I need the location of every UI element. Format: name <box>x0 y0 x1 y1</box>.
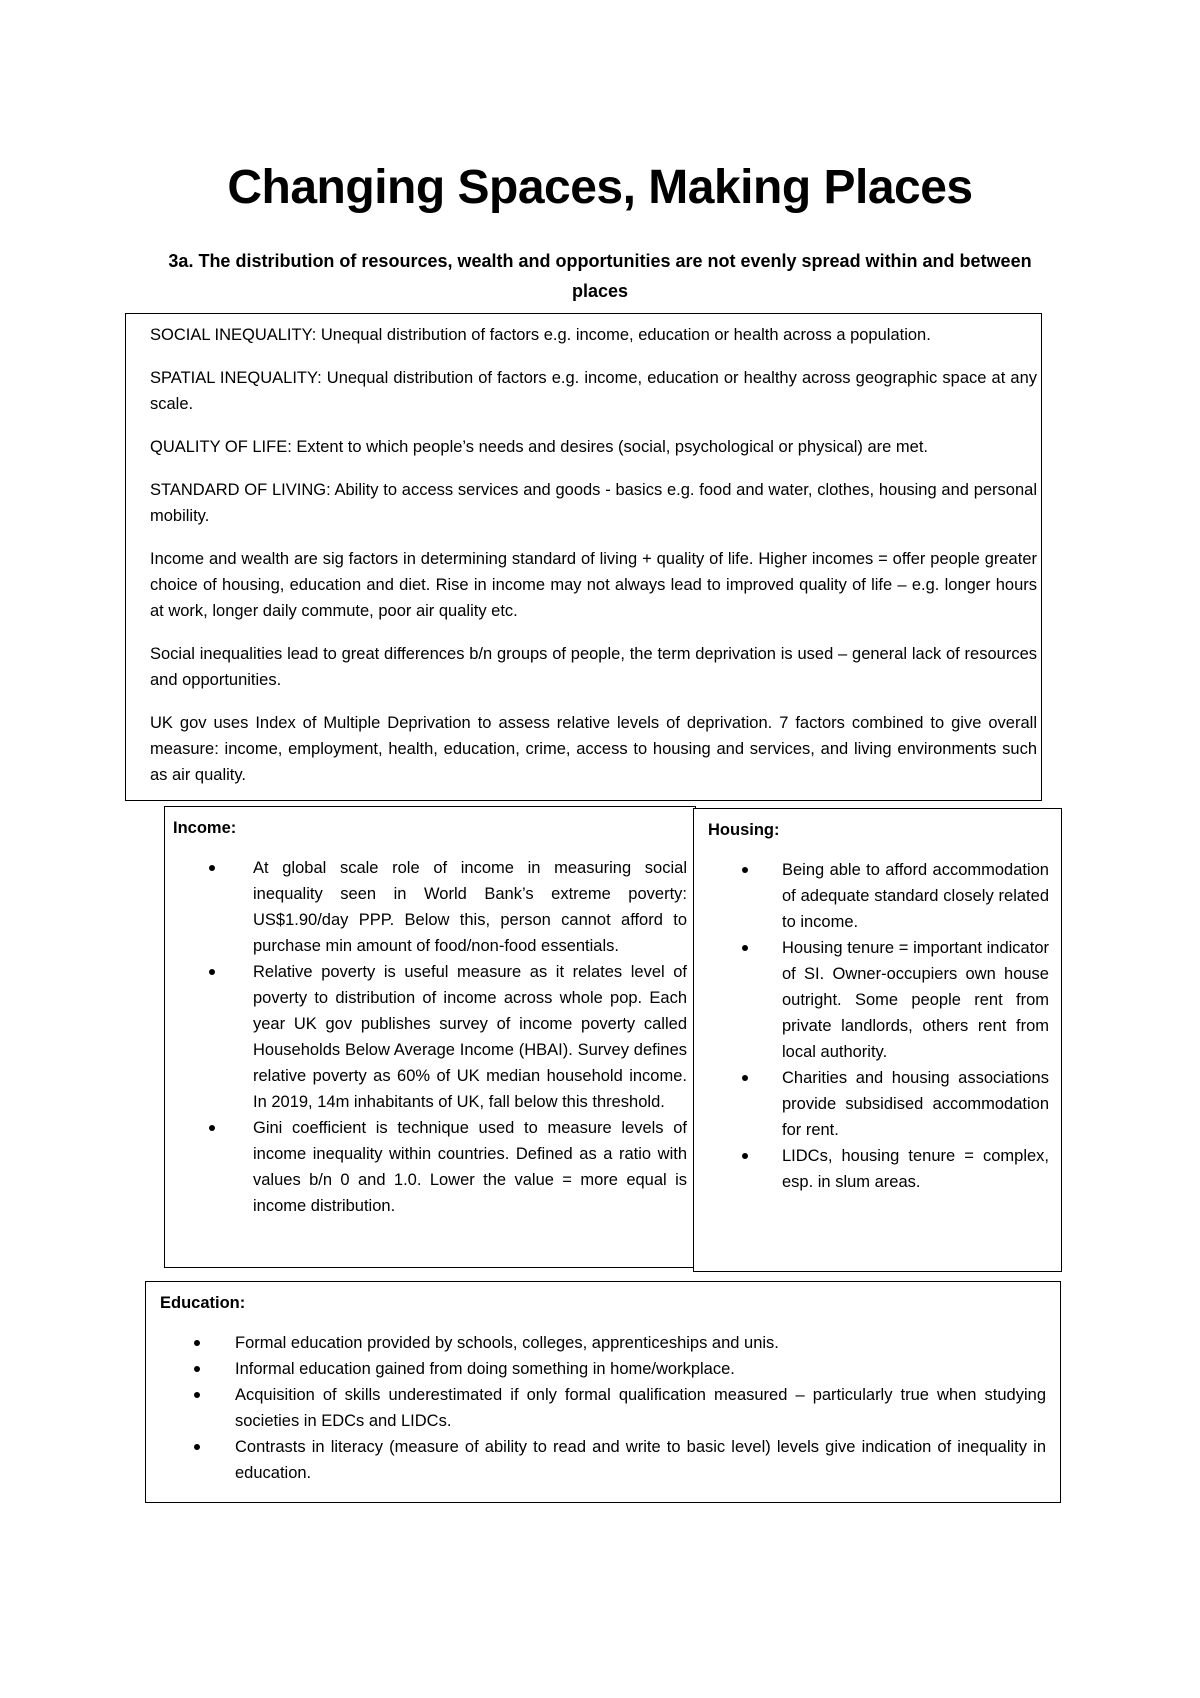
bullet-icon <box>209 865 215 871</box>
definition-standard-of-living: STANDARD OF LIVING: Ability to access services and goods - basics e.g. food and water, clothes, housing and personal mobility. <box>150 481 1037 525</box>
income-box <box>164 806 696 1268</box>
definition-spatial-inequality: SPATIAL INEQUALITY: Unequal distribution of factors e.g. income, education or healthy across geographic space at any scale. <box>150 369 1037 413</box>
list-item-text: Charities and housing associations provide subsidised accommodation for rent. <box>782 1069 1049 1139</box>
list-item-text: Informal education gained from doing something in home/workplace. <box>235 1360 735 1378</box>
list-item-text: LIDCs, housing tenure = complex, esp. in slum areas. <box>782 1147 1049 1191</box>
income-list <box>173 855 687 1219</box>
list-item <box>253 855 687 959</box>
list-item-text: At global scale role of income in measuring social inequality seen in World Bank’s extreme poverty: US$1.90/day PPP. Below this, person cannot afford to purchase min amount of food/non-food essentials. <box>253 859 687 955</box>
bullet-icon <box>742 1153 748 1159</box>
list-item <box>782 857 1049 935</box>
bullet-icon <box>209 1125 215 1131</box>
paragraph-social-inequalities: Social inequalities lead to great differences b/n groups of people, the term deprivation is used – general lack of resources and opportunities. <box>150 645 1037 689</box>
education-list <box>160 1330 1046 1486</box>
income-heading: Income: <box>173 819 237 837</box>
list-item-text: Being able to afford accommodation of adequate standard closely related to income. <box>782 861 1049 931</box>
list-item <box>253 959 687 1115</box>
list-item-text: Gini coefficient is technique used to measure levels of income inequality within countries. Defined as a ratio with values b/n 0 and 1.0. Lower the value = more equal is income distribution. <box>253 1119 687 1215</box>
list-item-text: Acquisition of skills underestimated if only formal qualification measured – particularly true when studying societies in EDCs and LIDCs. <box>235 1386 1046 1430</box>
bullet-icon <box>742 945 748 951</box>
definition-quality-of-life: QUALITY OF LIFE: Extent to which people’s needs and desires (social, psychological or physical) are met. <box>150 438 929 456</box>
list-item-text: Relative poverty is useful measure as it relates level of poverty to distribution of income across whole pop. Each year UK gov publishes survey of income poverty called Households Below Average Income (HBAI). Survey defines relative poverty as 60% of UK median household income. In 2019, 14m inhabitants of UK, fall below this threshold. <box>253 963 687 1111</box>
list-item <box>235 1356 1046 1382</box>
housing-heading: Housing: <box>708 821 780 839</box>
bullet-icon <box>209 969 215 975</box>
bullet-icon <box>194 1392 200 1398</box>
housing-list <box>708 857 1049 1195</box>
paragraph-deprivation-index: UK gov uses Index of Multiple Deprivation to assess relative levels of deprivation. 7 factors combined to give overall measure: income, employment, health, education, crime, access to housing and services, and living environments such as air quality. <box>150 714 1037 784</box>
list-item <box>782 935 1049 1065</box>
education-box <box>145 1281 1061 1503</box>
list-item <box>235 1382 1046 1434</box>
bullet-icon <box>742 1075 748 1081</box>
list-item-text: Contrasts in literacy (measure of ability to read and write to basic level) levels give indication of inequality in education. <box>235 1438 1046 1482</box>
list-item <box>782 1143 1049 1195</box>
bullet-icon <box>194 1340 200 1346</box>
education-heading: Education: <box>160 1294 246 1312</box>
list-item-text: Formal education provided by schools, colleges, apprenticeships and unis. <box>235 1334 779 1352</box>
page-title: Changing Spaces, Making Places <box>227 161 973 214</box>
bullet-icon <box>194 1366 200 1372</box>
list-item <box>253 1115 687 1219</box>
list-item <box>235 1330 1046 1356</box>
paragraph-income-wealth: Income and wealth are sig factors in determining standard of living + quality of life. Higher incomes = offer people greater choice of housing, education and diet. Rise in income may not always lead to improved quality of life – e.g. longer hours at work, longer daily commute, poor air quality etc. <box>150 550 1037 620</box>
bullet-icon <box>194 1444 200 1450</box>
list-item <box>782 1065 1049 1143</box>
bullet-icon <box>742 867 748 873</box>
list-item-text: Housing tenure = important indicator of SI. Owner-occupiers own house outright. Some people rent from private landlords, others rent from local authority. <box>782 939 1049 1061</box>
page-subtitle: 3a. The distribution of resources, wealth and opportunities are not evenly spread within and between places <box>168 251 1032 301</box>
housing-box <box>693 808 1062 1272</box>
definition-social-inequality: SOCIAL INEQUALITY: Unequal distribution of factors e.g. income, education or health across a population. <box>150 326 931 344</box>
list-item <box>235 1434 1046 1486</box>
definitions-box <box>125 313 1042 801</box>
